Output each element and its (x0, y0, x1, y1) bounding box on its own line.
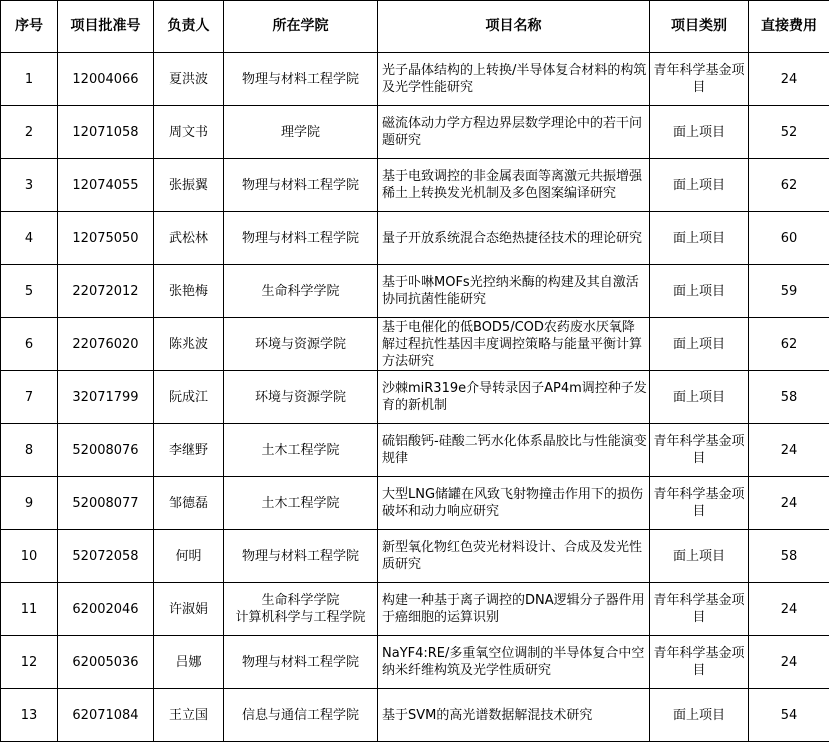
cell-approval-no: 22076020 (58, 318, 154, 371)
cell-approval-no: 12074055 (58, 159, 154, 212)
cell-index: 5 (1, 265, 58, 318)
college-line: 计算机科学与工程学院 (235, 610, 366, 625)
cell-college (224, 477, 378, 530)
cell-leader: 邹德磊 (154, 477, 224, 530)
cell-category: 面上项目 (650, 212, 749, 265)
cell-index: 8 (1, 424, 58, 477)
cell-approval-no: 62002046 (58, 583, 154, 636)
cell-cost: 24 (749, 636, 829, 689)
cell-category: 青年科学基金项目 (650, 583, 749, 636)
cell-approval-no: 62005036 (58, 636, 154, 689)
table-row (1, 371, 829, 424)
cell-leader: 张振翼 (154, 159, 224, 212)
cell-cost: 60 (749, 212, 829, 265)
cell-title: 硫铝酸钙-硅酸二钙水化体系晶胶比与性能演变规律 (378, 424, 650, 477)
cell-title: 沙棘miR319e介导转录因子AP4m调控种子发育的新机制 (378, 371, 650, 424)
cell-title: 新型氧化物红色荧光材料设计、合成及发光性质研究 (378, 530, 650, 583)
cell-approval-no: 12004066 (58, 53, 154, 106)
table-row (1, 53, 829, 106)
cell-category: 青年科学基金项目 (650, 53, 749, 106)
cell-title: 量子开放系统混合态绝热捷径技术的理论研究 (378, 212, 650, 265)
college-line: 物理与材料工程学院 (241, 654, 359, 670)
cell-category: 面上项目 (650, 265, 749, 318)
cell-category: 面上项目 (650, 106, 749, 159)
table-row (1, 424, 829, 477)
cell-category: 面上项目 (650, 159, 749, 212)
cell-title: 磁流体动力学方程边界层数学理论中的若干问题研究 (378, 106, 650, 159)
cell-cost: 54 (749, 689, 829, 742)
cell-cost: 24 (749, 53, 829, 106)
cell-index: 7 (1, 371, 58, 424)
cell-index: 13 (1, 689, 58, 742)
cell-college (224, 265, 378, 318)
cell-college (224, 583, 378, 636)
cell-title: 基于电致调控的非金属表面等离激元共振增强稀土上转换发光机制及多色图案编译研究 (378, 159, 650, 212)
college-line: 物理与材料工程学院 (241, 71, 359, 87)
cell-title: 基于卟啉MOFs光控纳米酶的构建及其自激活协同抗菌性能研究 (378, 265, 650, 318)
college-line: 环境与资源学院 (254, 336, 346, 352)
cell-category: 面上项目 (650, 318, 749, 371)
cell-category: 青年科学基金项目 (650, 636, 749, 689)
cell-leader: 陈兆波 (154, 318, 224, 371)
table-row (1, 212, 829, 265)
cell-leader: 夏洪波 (154, 53, 224, 106)
header-cost: 直接费用 (749, 1, 829, 53)
cell-index: 6 (1, 318, 58, 371)
cell-category: 青年科学基金项目 (650, 477, 749, 530)
cell-approval-no: 52008077 (58, 477, 154, 530)
cell-title: 光子晶体结构的上转换/半导体复合材料的构筑及光学性能研究 (378, 53, 650, 106)
table-row (1, 583, 829, 636)
cell-leader: 何明 (154, 530, 224, 583)
cell-title: 构建一种基于离子调控的DNA逻辑分子器件用于癌细胞的运算识别 (378, 583, 650, 636)
cell-index: 4 (1, 212, 58, 265)
cell-approval-no: 12075050 (58, 212, 154, 265)
cell-category: 面上项目 (650, 371, 749, 424)
cell-cost: 58 (749, 530, 829, 583)
header-leader: 负责人 (154, 1, 224, 53)
cell-leader: 李继野 (154, 424, 224, 477)
table-row (1, 106, 829, 159)
cell-approval-no: 32071799 (58, 371, 154, 424)
cell-approval-no: 52072058 (58, 530, 154, 583)
cell-index: 12 (1, 636, 58, 689)
cell-leader: 武松林 (154, 212, 224, 265)
cell-leader: 张艳梅 (154, 265, 224, 318)
header-row (1, 1, 829, 53)
header-title: 项目名称 (378, 1, 650, 53)
table-row (1, 318, 829, 371)
cell-index: 10 (1, 530, 58, 583)
cell-leader: 阮成江 (154, 371, 224, 424)
cell-cost: 62 (749, 159, 829, 212)
cell-index: 2 (1, 106, 58, 159)
header-approval-no: 项目批准号 (58, 1, 154, 53)
college-line: 物理与材料工程学院 (241, 548, 359, 564)
cell-cost: 58 (749, 371, 829, 424)
college-line: 理学院 (280, 124, 320, 140)
cell-index: 1 (1, 53, 58, 106)
cell-leader: 许淑娟 (154, 583, 224, 636)
header-college: 所在学院 (224, 1, 378, 53)
cell-cost: 24 (749, 477, 829, 530)
cell-cost: 62 (749, 318, 829, 371)
cell-cost: 59 (749, 265, 829, 318)
college-line: 环境与资源学院 (254, 389, 346, 405)
header-index: 序号 (1, 1, 58, 53)
header-category: 项目类别 (650, 1, 749, 53)
cell-title: 基于SVM的高光谱数据解混技术研究 (378, 689, 650, 742)
table-row (1, 689, 829, 742)
college-line: 土木工程学院 (261, 442, 340, 458)
table-row (1, 265, 829, 318)
cell-college (224, 212, 378, 265)
college-line: 物理与材料工程学院 (241, 177, 359, 193)
cell-cost: 24 (749, 583, 829, 636)
cell-category: 青年科学基金项目 (650, 424, 749, 477)
cell-college (224, 53, 378, 106)
table-row (1, 159, 829, 212)
cell-college (224, 530, 378, 583)
college-line: 土木工程学院 (261, 495, 340, 511)
cell-leader: 王立国 (154, 689, 224, 742)
cell-approval-no: 12071058 (58, 106, 154, 159)
cell-cost: 24 (749, 424, 829, 477)
cell-college (224, 424, 378, 477)
cell-cost: 52 (749, 106, 829, 159)
cell-index: 9 (1, 477, 58, 530)
cell-approval-no: 52008076 (58, 424, 154, 477)
cell-title: NaYF4:RE/多重氧空位调制的半导体复合中空纳米纤维构筑及光学性质研究 (378, 636, 650, 689)
college-line: 生命科学学院 (261, 283, 340, 299)
cell-leader: 吕娜 (154, 636, 224, 689)
college-line: 生命科学学院 (261, 593, 340, 608)
cell-index: 11 (1, 583, 58, 636)
college-line: 物理与材料工程学院 (241, 230, 359, 246)
cell-index: 3 (1, 159, 58, 212)
table-row (1, 530, 829, 583)
cell-title: 大型LNG储罐在风致飞射物撞击作用下的损伤破坏和动力响应研究 (378, 477, 650, 530)
cell-college (224, 636, 378, 689)
cell-category: 面上项目 (650, 530, 749, 583)
cell-approval-no: 22072012 (58, 265, 154, 318)
cell-college (224, 371, 378, 424)
table-row (1, 636, 829, 689)
cell-college (224, 318, 378, 371)
cell-approval-no: 62071084 (58, 689, 154, 742)
table-body (1, 53, 829, 742)
college-line: 信息与通信工程学院 (241, 707, 359, 723)
cell-college (224, 689, 378, 742)
cell-title: 基于电催化的低BOD5/COD农药废水厌氧降解过程抗性基因丰度调控策略与能量平衡计算方法研究 (378, 318, 650, 371)
cell-leader: 周文书 (154, 106, 224, 159)
table-row (1, 477, 829, 530)
cell-college (224, 106, 378, 159)
cell-college (224, 159, 378, 212)
cell-category: 面上项目 (650, 689, 749, 742)
